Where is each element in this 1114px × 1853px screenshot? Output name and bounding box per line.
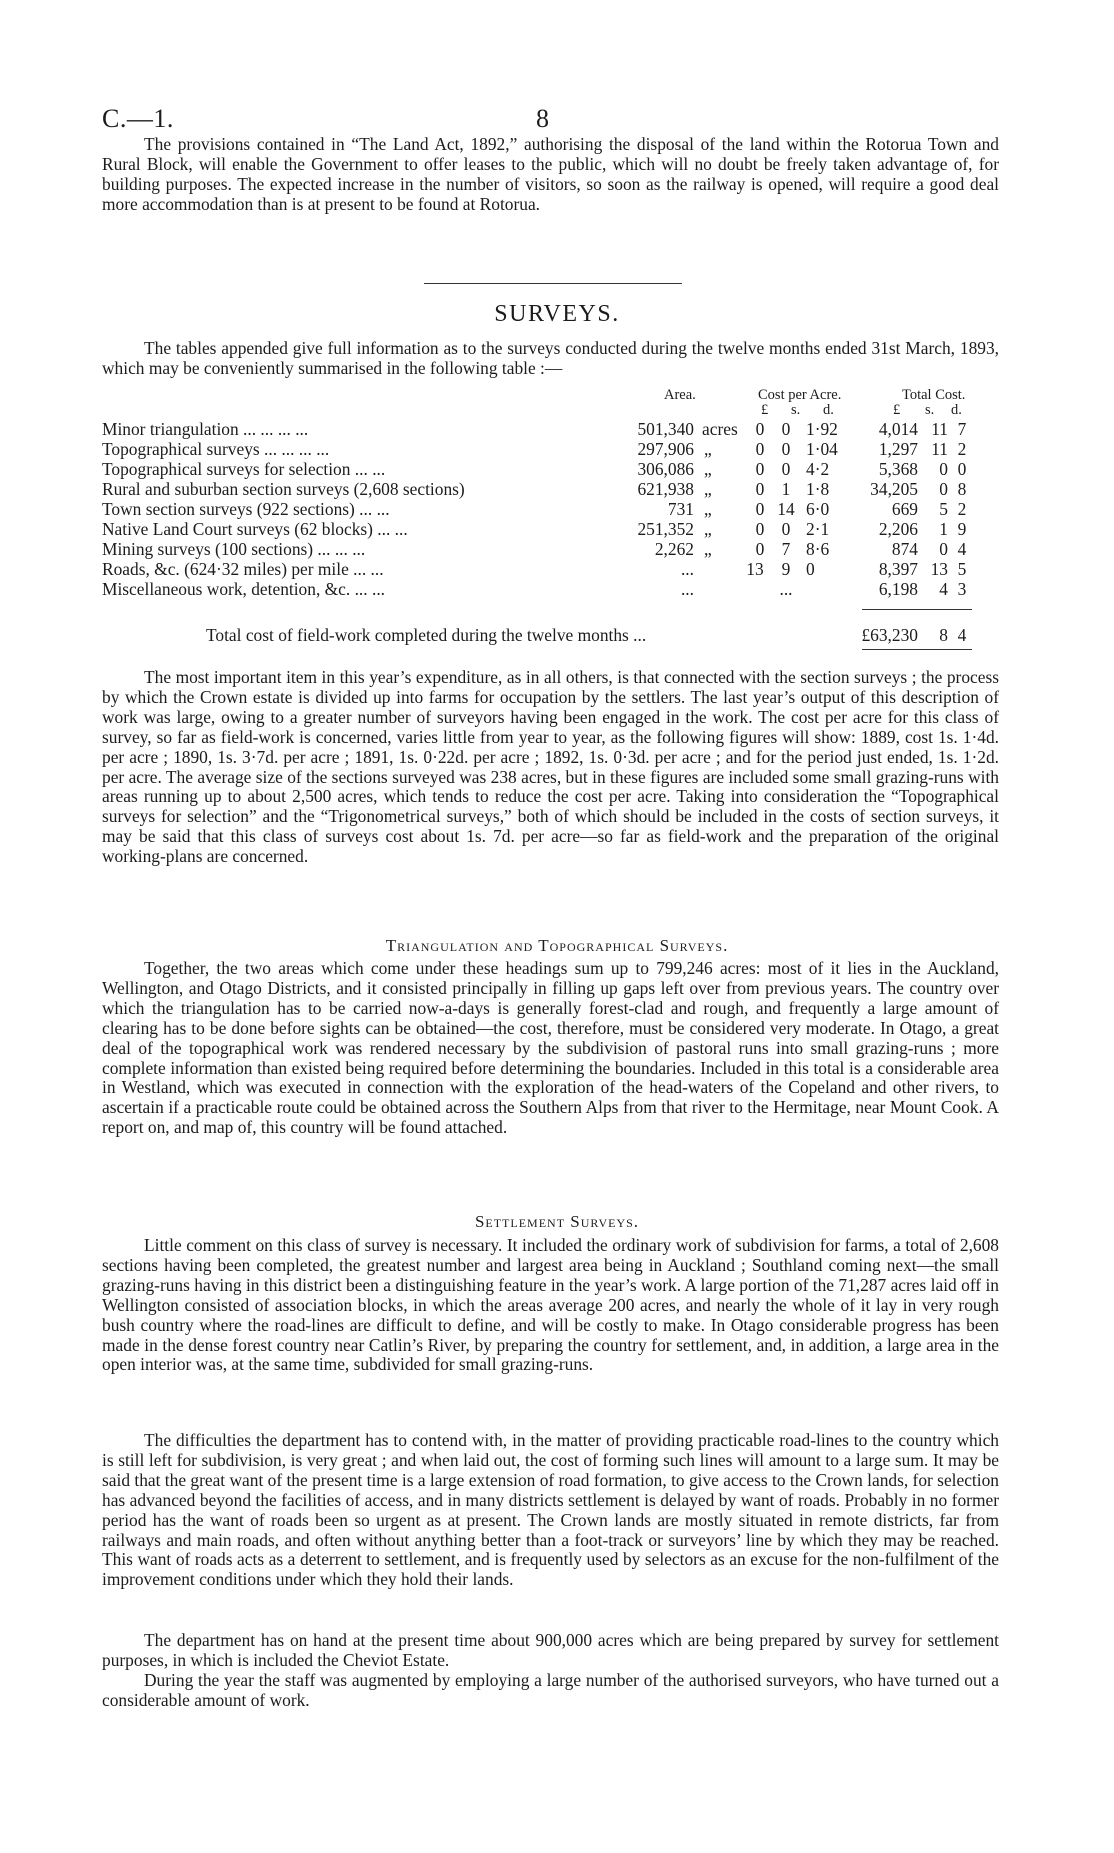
table-total-row	[102, 625, 1002, 645]
section-surveys-paragraph: The most important item in this year’s expenditure, as in all others, is that connected with the section surveys ; the process by which the Crown estate is divided up into farms for occupation by the settlers. The last year’s output of this description of work was large, owing to a greater number of surveyors having been engaged in the work. The cost per acre for this class of survey, so far as field-work is concerned, varies little from year to year, as the following figures will show: 1889, cost 1s. 1·4d. per acre ; 1890, 1s. 3·7d. per acre ; 1891, 1s. 0·22d. per acre ; 1892, 1s. 0·3d. per acre ; and for the period just ended, 1s. 1·2d. per acre. The average size of the sections surveyed was 238 acres, but in these figures are included some small grazing-runs with areas running up to about 2,500 acres, which tends to reduce the cost per acre. Taking into consideration the “Topographical surveys for selection” and the “Trigonometrical surveys,” both of which should be included in the costs of section surveys, it may be said that this class of surveys cost about 1s. 7d. per acre—so far as field-work and the preparation of the original working-plans are concerned.	[102, 667, 999, 867]
table-row	[102, 579, 1002, 599]
row-cost-pound: 13	[746, 559, 764, 579]
settlement-paragraph-1: Little comment on this class of survey is necessary. It included the ordinary work of subdivision for farms, a total of 2,608 sections having been completed, the greatest number and largest area being in Auckland ; Southland coming next—the small grazing-runs having in this district been a distinguishing feature in the year’s work. A large portion of the 71,287 acres laid off in Wellington consisted of association blocks, in which the areas average 200 acres, and nearly the whole of it lay in very rough bush country where the road-lines are difficult to define, and will be costly to make. In Otago considerable progress has been made in the dense forest country near Catlin’s River, by preparing the country for settlement, and, in addition, a large area in the open interior was, at the same time, subdivided for small grazing-runs.	[102, 1235, 999, 1375]
row-total-pound: 34,205	[870, 479, 918, 499]
header-shillings: s.	[791, 402, 801, 418]
row-total-pence: 4	[957, 539, 967, 559]
row-total-shillings: 1	[939, 519, 948, 539]
row-label: Minor triangulation ... ... ... ...	[102, 419, 309, 439]
row-total-shillings: 11	[931, 439, 948, 459]
header-pound: £	[761, 402, 769, 418]
row-area: ...	[680, 559, 694, 579]
table-row	[102, 559, 1002, 579]
row-unit: „	[704, 479, 712, 499]
row-total-pound: 6,198	[878, 579, 918, 599]
table-row	[102, 479, 1002, 499]
row-cost-pound: 0	[755, 419, 765, 439]
row-total-shillings: 13	[930, 559, 948, 579]
row-unit: acres	[702, 419, 738, 439]
row-cost-pound: 0	[755, 499, 765, 519]
intro-paragraph: The provisions contained in “The Land Act, 1892,” authorising the disposal of the land within the Rotorua Town and Rural Block, will enable the Government to offer leases to the public, which will no doubt be freely taken advantage of, for building purposes. The expected increase in the number of visitors, so soon as the railway is opened, will require a good deal more accommodation than is at present to be found at Rotorua.	[102, 134, 999, 214]
triangulation-paragraph: Together, the two areas which come under these headings sum up to 799,246 acres: most of it lies in the Auckland, Wellington, and Otago Districts, and it consisted principally in filling up gaps left over from previous years. The country over which the triangulation has to be carried now-a-days is generally forest-clad and rough, and frequently a large amount of clearing has to be done before sights can be obtained—the cost, therefore, must be considered very moderate. In Otago, a great deal of the topographical work was rendered necessary by the subdivision of pastoral runs into small grazing-runs ; more complete information than existed being required before determining the boundaries. Included in this total is a considerable area in Westland, which was executed in connection with the exploration of the head-waters of the Copeland and other rivers, to ascertain if a practicable route could be obtained across the Southern Alps from that river to the Hermitage, near Mount Cook. A report on, and map of, this country will be found attached.	[102, 958, 999, 1138]
row-cost-pence: 8·6	[806, 539, 830, 559]
row-total-pence: 2	[957, 499, 967, 519]
row-area: 2,262	[654, 539, 694, 559]
row-label: Topographical surveys for selection ... ...	[102, 459, 386, 479]
total-rule-bottom	[862, 649, 972, 650]
header-total-pound: £	[893, 402, 901, 418]
row-cost-pence: 0	[806, 559, 815, 579]
row-cost-shillings: 9	[781, 559, 791, 579]
header-total-pence: d.	[951, 402, 962, 418]
row-area: 501,340	[637, 419, 694, 439]
settlement-paragraph-2: The difficulties the department has to contend with, in the matter of providing practicable road-lines to the country which is still left for subdivision, is very great ; and when laid out, the cost of forming such lines will amount to a large sum. It may be said that the great want of the present time is a large extension of road formation, to give access to the Crown lands, for selection has advanced beyond the facilities of access, and in many districts settlement is delayed by want of roads. Probably in no former period has the want of roads been so urgent as at present. The Crown lands are mostly situated in remote districts, far from railways and main roads, and often without anything better than a foot-track or surveyors’ line by which they may be reached. This want of roads acts as a deterrent to settlement, and is frequently used by selectors as an excuse for the non-fulfilment of the improvement conditions under which they hold their lands.	[102, 1430, 999, 1590]
row-unit: „	[704, 539, 712, 559]
header-pence: d.	[823, 402, 834, 418]
row-cost-pence: 4·2	[806, 459, 830, 479]
row-unit: „	[704, 499, 712, 519]
total-rule-top	[862, 609, 972, 610]
row-label: Rural and suburban section surveys (2,608 sections)	[102, 479, 465, 499]
row-total-pound: 4,014	[878, 419, 918, 439]
settlement-paragraph-3: The department has on hand at the present time about 900,000 acres which are being prepared by survey for settlement purposes, in which is included the Cheviot Estate.	[102, 1630, 999, 1670]
row-cost-shillings: ...	[779, 579, 793, 599]
table-row	[102, 439, 1002, 459]
row-total-pound: 2,206	[878, 519, 918, 539]
section-divider	[424, 283, 682, 284]
table-row	[102, 499, 1002, 519]
row-total-shillings: 5	[939, 499, 948, 519]
row-total-shillings: 0	[939, 479, 948, 499]
row-cost-shillings: 14	[777, 499, 795, 519]
row-cost-pence: 6·0	[806, 499, 830, 519]
row-cost-shillings: 7	[781, 539, 791, 559]
total-shillings: 8	[939, 625, 948, 645]
row-cost-pound: 0	[755, 479, 765, 499]
header-area: Area.	[664, 387, 696, 403]
document-reference: C.—1.	[102, 104, 174, 133]
header-total-cost: Total Cost.	[902, 387, 966, 403]
row-cost-shillings: 0	[781, 439, 791, 459]
row-total-pound: 1,297	[878, 439, 918, 459]
subheading-settlement: Settlement Surveys.	[474, 1212, 640, 1231]
surveys-intro-paragraph: The tables appended give full information as to the surveys conducted during the twelve months ended 31st March, 1893, which may be conveniently summarised in the following table :—	[102, 338, 999, 378]
row-total-pence: 3	[957, 579, 967, 599]
table-row	[102, 459, 1002, 479]
row-area: ...	[680, 579, 694, 599]
row-cost-pound: 0	[755, 539, 765, 559]
row-cost-shillings: 0	[781, 419, 791, 439]
row-total-shillings: 0	[939, 539, 948, 559]
table-row	[102, 539, 1002, 559]
row-cost-pence: 1·8	[806, 479, 830, 499]
subheading-triangulation: Triangulation and Topographical Surveys.	[385, 936, 729, 955]
row-unit: „	[704, 439, 712, 459]
row-cost-shillings: 1	[781, 479, 791, 499]
row-cost-pound: 0	[755, 519, 765, 539]
total-pence: 4	[957, 625, 967, 645]
header-total-shillings: s.	[925, 402, 935, 418]
row-total-pound: 5,368	[878, 459, 918, 479]
row-total-pence: 7	[957, 419, 967, 439]
table-row	[102, 419, 1002, 439]
row-cost-pound: 0	[755, 439, 765, 459]
row-total-shillings: 11	[931, 419, 948, 439]
row-area: 306,086	[637, 459, 694, 479]
row-area: 297,906	[637, 439, 694, 459]
row-area: 251,352	[637, 519, 694, 539]
row-label: Roads, &c. (624·32 miles) per mile ... ...	[102, 559, 384, 579]
row-label: Town section surveys (922 sections) ... ...	[102, 499, 390, 519]
row-total-shillings: 4	[939, 579, 948, 599]
row-label: Topographical surveys ... ... ... ...	[102, 439, 330, 459]
row-cost-pence: 1·04	[806, 439, 838, 459]
header-cost-per-acre: Cost per Acre.	[758, 387, 842, 403]
row-total-shillings: 0	[939, 459, 948, 479]
row-total-pence: 5	[957, 559, 967, 579]
row-total-pence: 8	[957, 479, 967, 499]
row-total-pound: 8,397	[878, 559, 918, 579]
row-total-pound: 669	[891, 499, 918, 519]
row-total-pence: 2	[957, 439, 967, 459]
row-unit: „	[704, 459, 712, 479]
row-cost-pence: 2·1	[806, 519, 830, 539]
row-cost-shillings: 0	[781, 459, 791, 479]
row-cost-shillings: 0	[781, 519, 791, 539]
row-total-pence: 0	[957, 459, 967, 479]
total-pound: £63,230	[861, 625, 918, 645]
row-unit: „	[704, 519, 712, 539]
settlement-paragraph-4: During the year the staff was augmented by employing a large number of the authorised surveyors, who have turned out a considerable amount of work.	[102, 1670, 999, 1710]
section-title: SURVEYS.	[494, 301, 620, 327]
row-label: Mining surveys (100 sections) ... ... ...	[102, 539, 366, 559]
total-label: Total cost of field-work completed during the twelve months ...	[206, 625, 647, 645]
row-label: Native Land Court surveys (62 blocks) ... ...	[102, 519, 408, 539]
row-area: 731	[667, 499, 694, 519]
page-number: 8	[536, 104, 549, 133]
row-area: 621,938	[637, 479, 694, 499]
row-total-pence: 9	[957, 519, 967, 539]
row-cost-pence: 1·92	[806, 419, 838, 439]
row-cost-pound: 0	[755, 459, 765, 479]
row-label: Miscellaneous work, detention, &c. ... ...	[102, 579, 386, 599]
table-row	[102, 519, 1002, 539]
row-total-pound: 874	[891, 539, 918, 559]
